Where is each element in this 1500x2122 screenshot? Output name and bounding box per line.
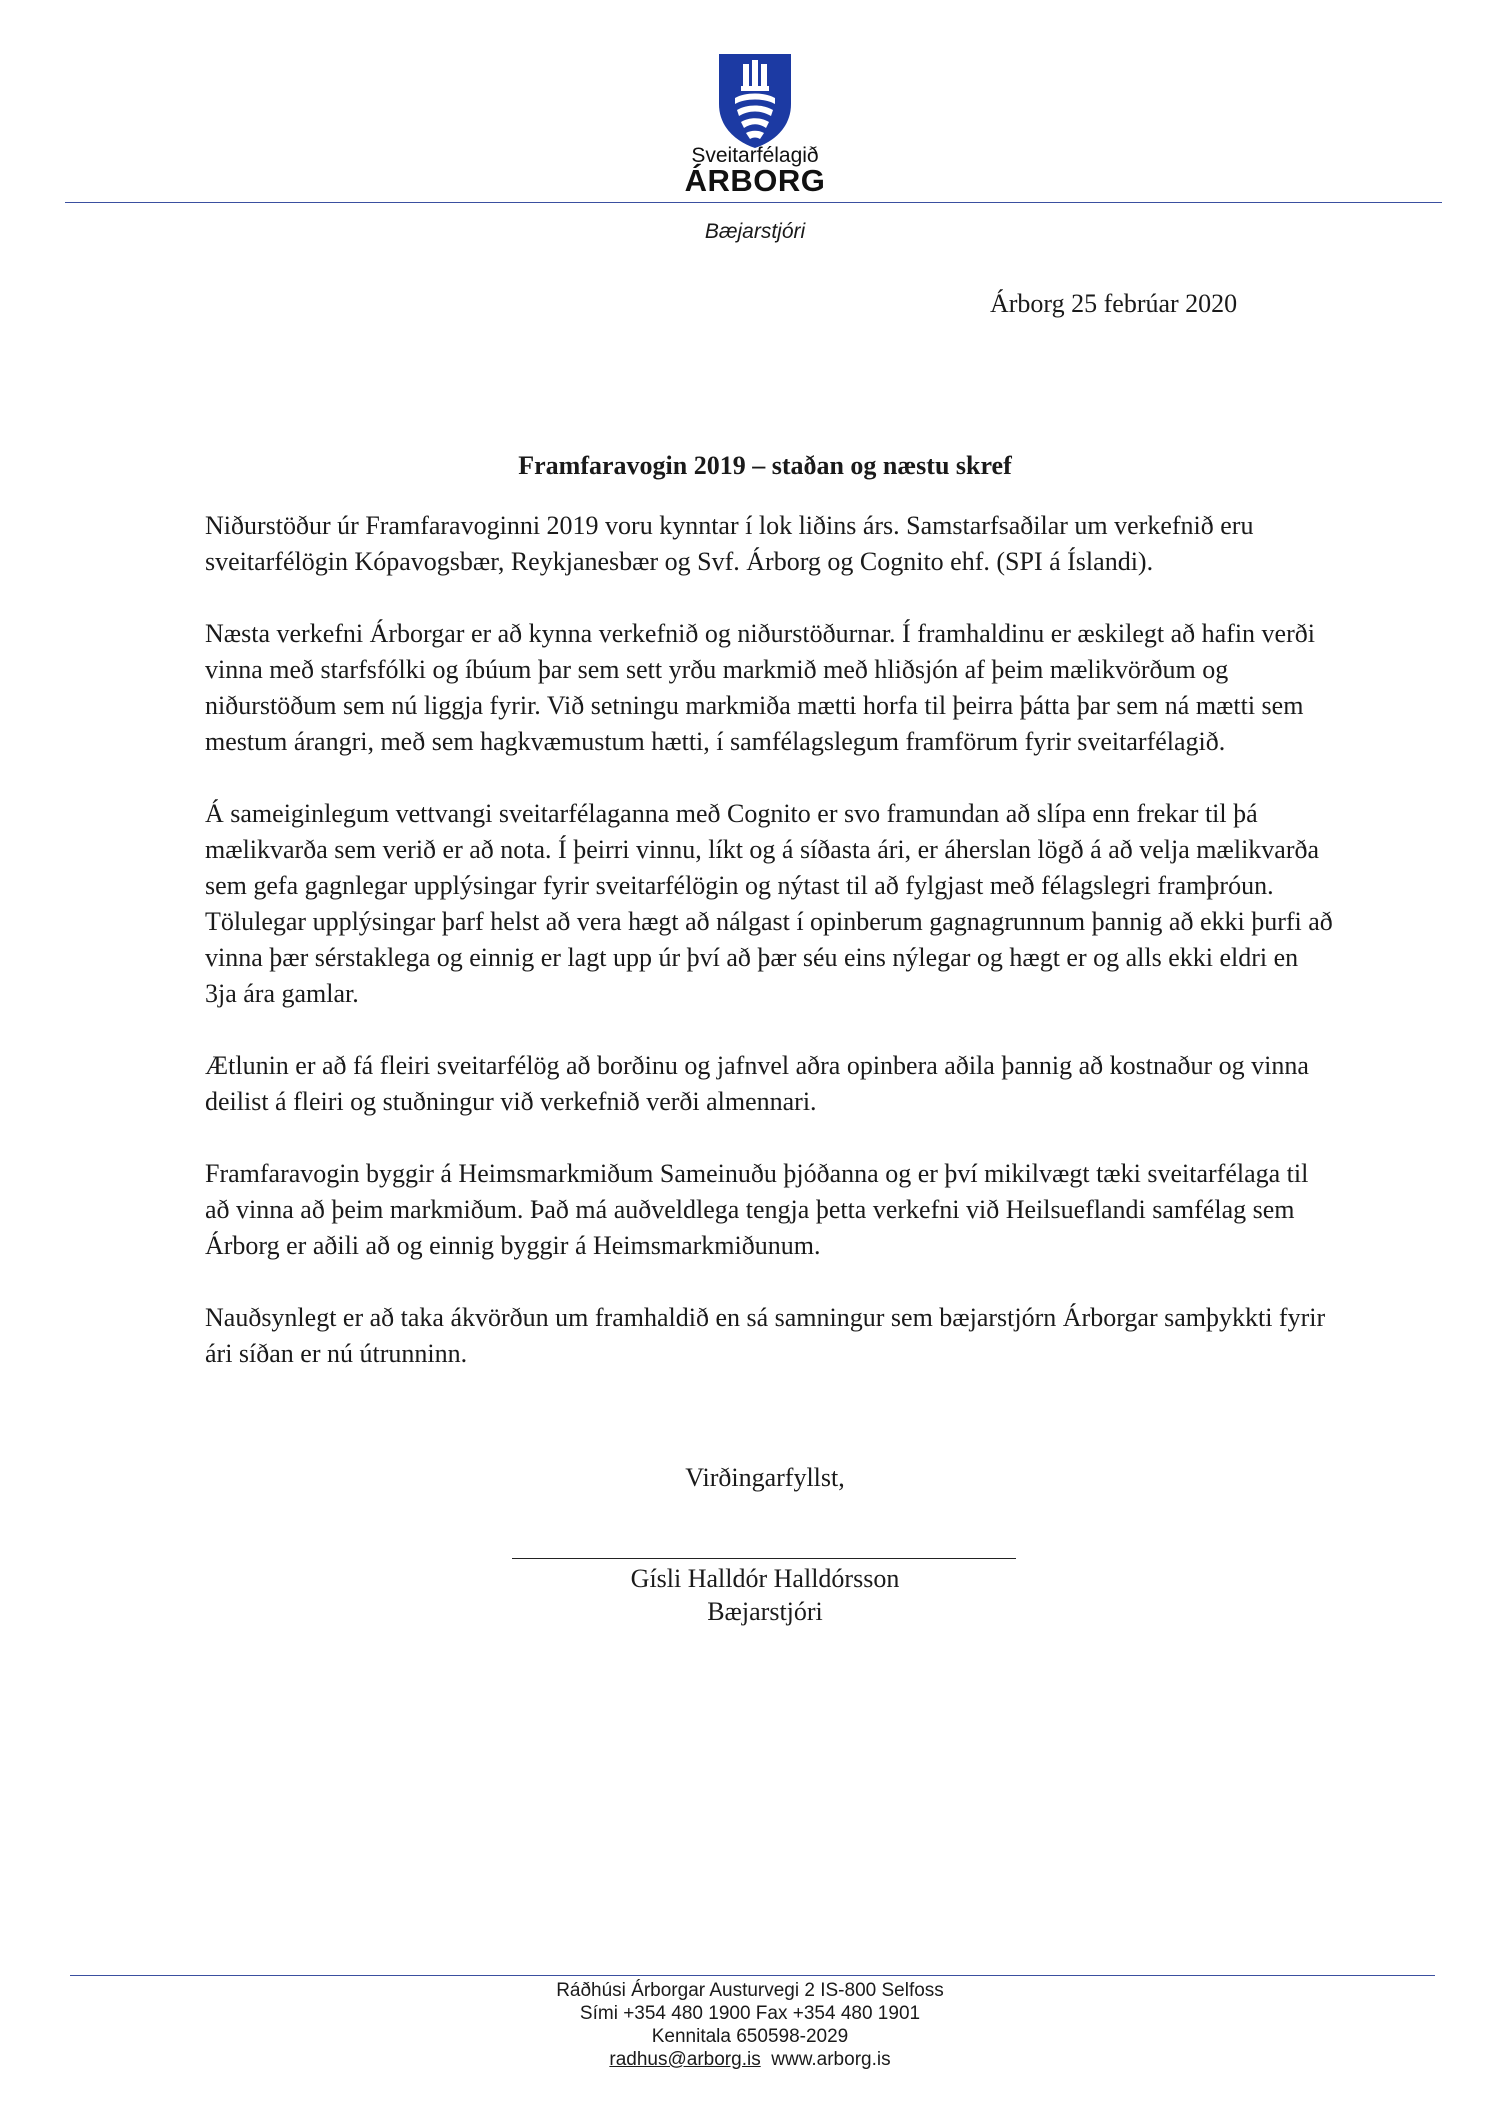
signature-block	[560, 1562, 970, 1628]
footer-kennitala: Kennitala 650598-2029	[651, 2026, 849, 2047]
crest-icon	[715, 50, 795, 150]
paragraph: Nauðsynlegt er að taka ákvörðun um framhaldið en sá samningur sem bæjarstjórn Árborgar samþykkti fyrir ári síðan er nú útrunninn.	[205, 1303, 1326, 1368]
signer-name: Gísli Halldór Halldórsson	[630, 1564, 900, 1593]
letter-title: Framfaravogin 2019 – staðan og næstu skref	[518, 451, 1012, 480]
paragraph: Niðurstöður úr Framfaravoginni 2019 voru kynntar í lok liðins árs. Samstarfsaðilar um verkefnið eru sveitarfélögin Kópavogsbær, Reykjanesbær og Svf. Árborg og Cognito ehf. (SPI á Íslandi).	[205, 511, 1254, 576]
signer-title: Bæjarstjóri	[707, 1597, 823, 1626]
logo-wordmark: ÁRBORG	[684, 163, 826, 198]
paragraph: Næsta verkefni Árborgar er að kynna verkefnið og niðurstöðurnar. Í framhaldinu er æskilegt að hafin verði vinna með starfsfólki og íbúum þar sem sett yrðu markmið með hliðsjón af þeim mælikvörðum og niðurstöðum sem nú liggja fyrir. Við setningu markmiða mætti horfa til þeirra þátta þar sem ná mætti sem mestum árangri, með sem hagkvæmustum hætti, í samfélagslegum framförum fyrir sveitarfélagið.	[205, 619, 1315, 756]
paragraph: Á sameiginlegum vettvangi sveitarfélaganna með Cognito er svo framundan að slípa enn frekar til þá mælikvarða sem verið er að nota. Í þeirri vinnu, líkt og á síðasta ári, er áherslan lögð á að velja mælikvarða sem gefa gagnlegar upplýsingar fyrir sveitarfélögin og nýtast til að fylgjast með félagslegri framþróun. Tölulegar upplýsingar þarf helst að vera hægt að nálgast í opinberum gagnagrunnum þannig að ekki þurfi að vinna þær sérstaklega og einnig er lagt upp úr því að þær séu eins nýlegar og hægt er og alls ekki eldri en 3ja ára gamlar.	[205, 799, 1333, 1008]
letter-date: Árborg 25 febrúar 2020	[990, 289, 1238, 318]
footer-email-link[interactable]: radhus@arborg.is	[609, 2049, 761, 2070]
signature-line	[512, 1558, 1016, 1559]
footer-divider	[70, 1975, 1435, 1976]
footer-address: Ráðhúsi Árborgar Austurvegi 2 IS-800 Selfoss	[556, 1980, 944, 2001]
footer	[450, 1979, 1050, 2071]
paragraph: Ætlunin er að fá fleiri sveitarfélög að borðinu og jafnvel aðra opinbera aðila þannig að kostnaður og vinna deilist á fleiri og stuðningur við verkefnið verði almennari.	[205, 1051, 1309, 1116]
logo-subtitle: Sveitarfélagið	[691, 144, 819, 167]
closing-salutation: Virðingarfyllst,	[685, 1463, 845, 1492]
footer-phone-fax: Sími +354 480 1900 Fax +354 480 1901	[579, 2003, 921, 2024]
footer-website-link[interactable]: www.arborg.is	[771, 2049, 891, 2070]
paragraph: Framfaravogin byggir á Heimsmarkmiðum Sameinuðu þjóðanna og er því mikilvægt tæki sveitarfélaga til að vinna að þeim markmiðum. Það má auðveldlega tengja þetta verkefni við Heilsueflandi samfélag sem Árborg er aðili að og einnig byggir á Heimsmarkmiðunum.	[205, 1159, 1309, 1260]
header-divider	[65, 202, 1442, 203]
department-label: Bæjarstjóri	[704, 220, 806, 243]
letter-body	[205, 508, 1335, 1408]
footer-contact	[450, 2048, 1050, 2071]
arborg-crest-logo	[715, 50, 795, 150]
